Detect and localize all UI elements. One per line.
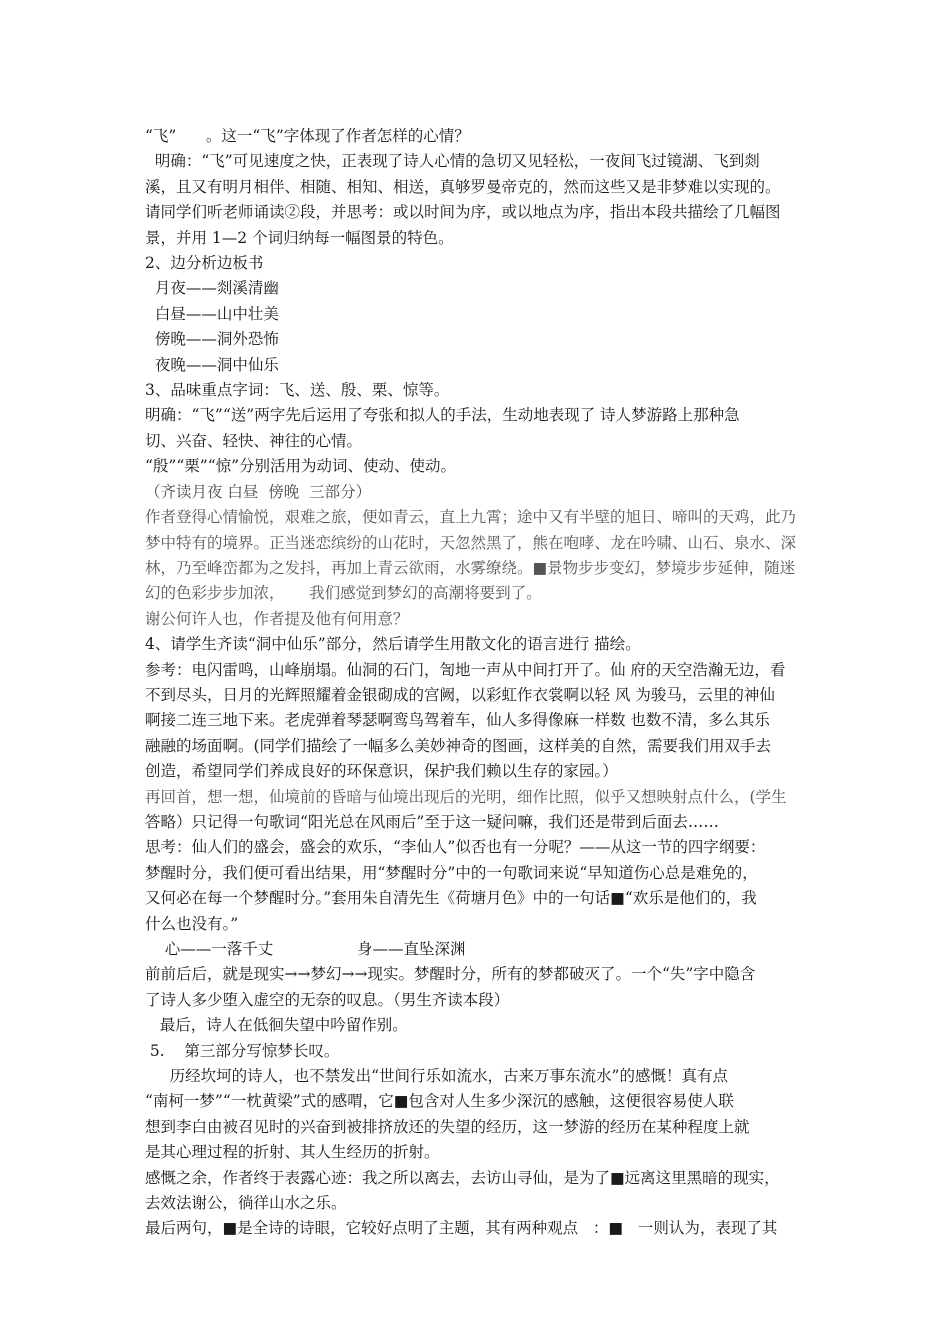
text-line: 谢公何许人也，作者提及他有何用意？: [145, 609, 409, 628]
text-line: 不到尽头，日月的光辉照耀着金银砌成的宫阙，以彩虹作衣裳啊以轻 风 为骏马，云里的神仙: [145, 685, 775, 704]
text-line: 啊接二连三地下来。老虎弹着琴瑟啊鸾鸟驾着车，仙人多得像麻一样数 也数不清，多么其乐: [145, 711, 770, 730]
board-note: 傍晚——洞外恐怖: [145, 330, 279, 349]
text-line: 去效法谢公，徜徉山水之乐。: [145, 1194, 347, 1213]
text-line: 梦醒时分，我们便可看出结果，用“梦醒时分”中的一句歌词来说“早知道伤心总是难免的，: [145, 863, 758, 882]
text-line: 明确：“飞”“送”两字先后运用了夸张和拟人的手法，生动地表现了 诗人梦游路上那种急: [145, 406, 740, 425]
text-line: 融融的场面啊。(同学们描绘了一幅多么美妙神奇的图画，这样美的自然，需要我们用双手去: [145, 736, 772, 755]
text-line: 幻的色彩步步加浓， 我们感觉到梦幻的高潮将要到了。: [145, 584, 542, 603]
text-line: 历经坎坷的诗人，也不禁发出“世间行乐如流水，古来万事东流水”的感慨！真有点: [145, 1067, 728, 1086]
text-line: 是其心理过程的折射、其人生经历的折射。: [145, 1143, 440, 1162]
text-line: 林，乃至峰峦都为之发抖，再加上青云欲雨，水雾缭绕。■景物步步变幻，梦境步步延伸，随迷: [145, 558, 796, 577]
text-line: 答略）只记得一句歌词“阳光总在风雨后”至于这一疑问嘛，我们还是带到后面去……: [145, 812, 719, 831]
text-line: “南柯一梦”“一枕黄梁”式的感喟，它■包含对人生多少深沉的感触，这便很容易使人联: [145, 1092, 734, 1111]
section-heading: 2、边分析边板书: [145, 254, 264, 273]
text-line: “飞” 。这一“飞”字体现了作者怎样的心情？: [145, 127, 470, 145]
text-line: 参考：电闪雷鸣，山峰崩塌。仙洞的石门，訇地一声从中间打开了。仙 府的天空浩瀚无边，看: [145, 660, 786, 679]
text-line: 感慨之余，作者终于表露心迹：我之所以离去，去访山寻仙，是为了■远离这里黑暗的现实，: [145, 1168, 780, 1187]
section-heading: 4、请学生齐读“洞中仙乐”部分，然后请学生用散文化的语言进行 描绘。: [145, 635, 641, 654]
text-line: 创造，希望同学们养成良好的环保意识，保护我们赖以生存的家园。）: [145, 762, 618, 781]
text-line: 作者登得心情愉悦，艰难之旅，便如青云，直上九霄；途中又有半壁的旭日、啼叫的天鸡，此乃: [145, 508, 797, 527]
text-line: 最后两句，■是全诗的诗眼，它较好点明了主题，其有两种观点 ：■ 一则认为，表现了其: [145, 1219, 778, 1238]
text-line: 再回首，想一想，仙境前的昏暗与仙境出现后的光明，细作比照，似乎又想映射点什么，(学生: [145, 787, 787, 806]
text-line: 思考：仙人们的盛会，盛会的欢乐，“李仙人”似否也有一分呢？——从这一节的四字纲要：: [145, 838, 766, 857]
text-line: 心——一落千丈 身——直坠深渊: [145, 940, 466, 958]
text-line: 梦中特有的境界。正当迷恋缤纷的山花时，天忽然黑了，熊在咆哮、龙在吟啸、山石、泉水、深: [145, 533, 797, 552]
text-line: 切、兴奋、轻快、神往的心情。: [145, 431, 363, 450]
text-line: 溪，且又有明月相伴、相随、相知、相送，真够罗曼帝克的，然而这些又是非梦难以实现的。: [145, 177, 781, 196]
text-line: 明确：“飞”可见速度之快，正表现了诗人心情的急切又见轻松，一夜间飞过镜湖、飞到剡: [145, 152, 760, 171]
board-note: 月夜——剡溪清幽: [145, 279, 279, 298]
text-line: 最后，诗人在低徊失望中吟留作别。: [145, 1016, 408, 1035]
board-note: 夜晚——洞中仙乐: [145, 355, 279, 374]
text-line: 景，并用 1—2 个词归纳每一幅图景的特色。: [145, 228, 454, 247]
text-line: 什么也没有。”: [145, 914, 239, 933]
text-line: 请同学们听老师诵读②段，并思考：或以时间为序，或以地点为序，指出本段共描绘了几幅图: [145, 203, 781, 222]
text-line: 想到李白由被召见时的兴奋到被排挤放还的失望的经历，这一梦游的经历在某种程度上就: [145, 1117, 750, 1136]
text-line: “殷”“栗”“惊”分别活用为动词、使动、使动。: [145, 457, 457, 476]
text-line: 了诗人多少堕入虚空的无奈的叹息。（男生齐读本段）: [145, 990, 510, 1009]
section-heading: 3、品味重点字词：飞、送、殷、栗、惊等。: [145, 381, 450, 400]
section-heading: 5. 第三部分写惊梦长叹。: [145, 1041, 340, 1060]
board-note: 白昼——山中壮美: [145, 304, 279, 323]
text-line: 前前后后，就是现实→→梦幻→→现实。梦醒时分，所有的梦都破灭了。一个“失”字中隐含: [145, 965, 756, 984]
document-body: [145, 124, 815, 1242]
text-line: 又何必在每一个梦醒时分。”套用朱自清先生《荷塘月色》中的一句话■“欢乐是他们的，我: [145, 889, 757, 908]
text-line: （齐读月夜 白昼 傍晚 三部分）: [145, 482, 372, 501]
